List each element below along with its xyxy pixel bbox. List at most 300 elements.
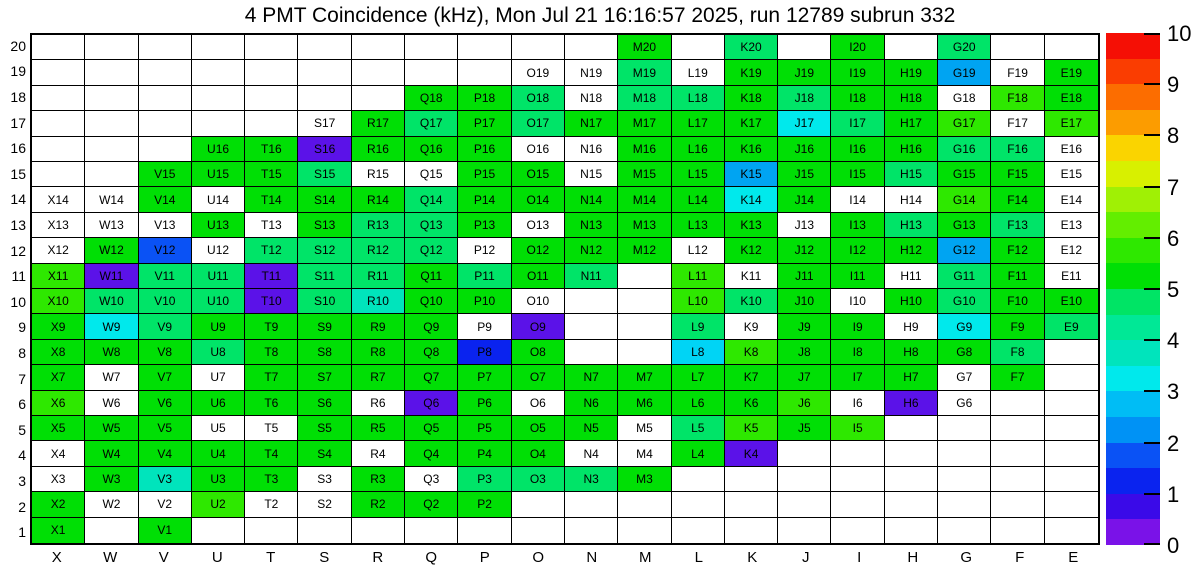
heatmap-cell: L12: [672, 238, 725, 263]
colorbar-band: [1106, 340, 1160, 366]
heatmap-cell: [512, 35, 565, 60]
heatmap-cell: S12: [298, 238, 351, 263]
heatmap-cell: K6: [725, 391, 778, 416]
heatmap-cell: P12: [458, 238, 511, 263]
heatmap-cell: W12: [85, 238, 138, 263]
row-label: 1: [18, 524, 26, 541]
heatmap-cell: [245, 111, 298, 136]
heatmap-cell: L13: [672, 213, 725, 238]
heatmap-cell: H18: [885, 86, 938, 111]
heatmap-cell: F16: [991, 137, 1044, 162]
heatmap-cell: L18: [672, 86, 725, 111]
heatmap-cell: G14: [938, 187, 991, 212]
heatmap-cell: [139, 35, 192, 60]
row-label: 7: [18, 370, 26, 387]
heatmap-cell: [245, 86, 298, 111]
column-label: G: [960, 549, 973, 566]
heatmap-cell: [405, 60, 458, 85]
heatmap-cell: [245, 35, 298, 60]
heatmap-cell: N5: [565, 416, 618, 441]
heatmap-cell: J10: [778, 289, 831, 314]
heatmap-cell: X1: [32, 518, 85, 543]
heatmap-cell: [618, 492, 671, 517]
heatmap-cell: [618, 264, 671, 289]
heatmap-cell: [885, 492, 938, 517]
heatmap-cell: T7: [245, 365, 298, 390]
heatmap-cell: [565, 518, 618, 543]
heatmap-cell: M15: [618, 162, 671, 187]
heatmap-cell: W11: [85, 264, 138, 289]
heatmap-cell: X2: [32, 492, 85, 517]
column-label: X: [51, 549, 62, 566]
colorbar-band: [1106, 84, 1160, 110]
heatmap-cell: T13: [245, 213, 298, 238]
heatmap-cell: T11: [245, 264, 298, 289]
heatmap-grid: [30, 33, 1100, 545]
heatmap-cell: E11: [1045, 264, 1098, 289]
heatmap-cell: N6: [565, 391, 618, 416]
heatmap-cell: M20: [618, 35, 671, 60]
heatmap-cell: S15: [298, 162, 351, 187]
heatmap-cell: I18: [831, 86, 884, 111]
heatmap-cell: G8: [938, 340, 991, 365]
heatmap-cell: X9: [32, 314, 85, 339]
heatmap-cell: Q2: [405, 492, 458, 517]
heatmap-cell: J12: [778, 238, 831, 263]
heatmap-cell: T8: [245, 340, 298, 365]
heatmap-cell: S7: [298, 365, 351, 390]
heatmap-cell: I10: [831, 289, 884, 314]
heatmap-cell: F9: [991, 314, 1044, 339]
heatmap-cell: O19: [512, 60, 565, 85]
column-label: J: [802, 549, 810, 566]
heatmap-cell: H6: [885, 391, 938, 416]
heatmap-cell: J9: [778, 314, 831, 339]
heatmap-cell: G17: [938, 111, 991, 136]
heatmap-cell: E15: [1045, 162, 1098, 187]
heatmap-cell: R10: [352, 289, 405, 314]
heatmap-cell: U3: [192, 467, 245, 492]
heatmap-cell: R14: [352, 187, 405, 212]
heatmap-cell: L15: [672, 162, 725, 187]
heatmap-cell: Q5: [405, 416, 458, 441]
row-label: 20: [10, 37, 26, 54]
heatmap-cell: [1045, 35, 1098, 60]
heatmap-cell: R4: [352, 441, 405, 466]
heatmap-cell: S4: [298, 441, 351, 466]
heatmap-cell: K17: [725, 111, 778, 136]
heatmap-cell: I6: [831, 391, 884, 416]
heatmap-cell: [672, 467, 725, 492]
heatmap-cell: R8: [352, 340, 405, 365]
heatmap-cell: S6: [298, 391, 351, 416]
heatmap-cell: P13: [458, 213, 511, 238]
heatmap-cell: [32, 35, 85, 60]
heatmap-cell: U14: [192, 187, 245, 212]
heatmap-cell: P4: [458, 441, 511, 466]
heatmap-cell: J5: [778, 416, 831, 441]
row-label: 15: [10, 165, 26, 182]
colorbar-tick-label: 1: [1167, 481, 1180, 507]
heatmap-cell: W2: [85, 492, 138, 517]
heatmap-cell: X8: [32, 340, 85, 365]
heatmap-cell: [1045, 492, 1098, 517]
heatmap-cell: P9: [458, 314, 511, 339]
heatmap-cell: J17: [778, 111, 831, 136]
heatmap-cell: J16: [778, 137, 831, 162]
heatmap-cell: O4: [512, 441, 565, 466]
heatmap-cell: [565, 35, 618, 60]
column-label: T: [266, 549, 276, 566]
heatmap-cell: U11: [192, 264, 245, 289]
heatmap-cell: [32, 60, 85, 85]
heatmap-cell: Q11: [405, 264, 458, 289]
heatmap-cell: [991, 441, 1044, 466]
heatmap-cell: [885, 441, 938, 466]
heatmap-cell: T4: [245, 441, 298, 466]
heatmap-cell: T9: [245, 314, 298, 339]
heatmap-cell: W5: [85, 416, 138, 441]
heatmap-cell: Q8: [405, 340, 458, 365]
heatmap-cell: [458, 35, 511, 60]
heatmap-cell: L14: [672, 187, 725, 212]
heatmap-cell: R3: [352, 467, 405, 492]
heatmap-cell: S14: [298, 187, 351, 212]
heatmap-cell: K4: [725, 441, 778, 466]
heatmap-cell: E9: [1045, 314, 1098, 339]
heatmap-cell: O17: [512, 111, 565, 136]
heatmap-cell: T14: [245, 187, 298, 212]
heatmap-cell: T3: [245, 467, 298, 492]
heatmap-cell: [938, 518, 991, 543]
heatmap-cell: M7: [618, 365, 671, 390]
column-label: L: [694, 549, 703, 566]
heatmap-cell: [778, 441, 831, 466]
row-label: 13: [10, 217, 26, 233]
heatmap-cell: Q18: [405, 86, 458, 111]
heatmap-cell: N3: [565, 467, 618, 492]
heatmap-cell: N17: [565, 111, 618, 136]
heatmap-cell: O16: [512, 137, 565, 162]
heatmap-cell: T5: [245, 416, 298, 441]
heatmap-cell: L4: [672, 441, 725, 466]
heatmap-cell: U10: [192, 289, 245, 314]
heatmap-cell: [565, 340, 618, 365]
heatmap-cell: [885, 518, 938, 543]
heatmap-cell: P17: [458, 111, 511, 136]
heatmap-cell: G15: [938, 162, 991, 187]
heatmap-cell: F10: [991, 289, 1044, 314]
column-label: R: [372, 549, 384, 566]
heatmap-cell: P7: [458, 365, 511, 390]
colorbar-tick: [1144, 493, 1160, 495]
heatmap-cell: [725, 518, 778, 543]
heatmap-cell: F11: [991, 264, 1044, 289]
heatmap-cell: N11: [565, 264, 618, 289]
colorbar-tick: [1144, 33, 1160, 35]
colorbar-band: [1106, 468, 1160, 494]
colorbar-band: [1106, 519, 1160, 545]
heatmap-cell: [618, 518, 671, 543]
heatmap-cell: O5: [512, 416, 565, 441]
heatmap-cell: M18: [618, 86, 671, 111]
heatmap-cell: Q3: [405, 467, 458, 492]
heatmap-cell: V15: [139, 162, 192, 187]
heatmap-cell: V7: [139, 365, 192, 390]
column-label: K: [747, 549, 758, 566]
heatmap-cell: M5: [618, 416, 671, 441]
heatmap-cell: U6: [192, 391, 245, 416]
heatmap-cell: V11: [139, 264, 192, 289]
heatmap-cell: [85, 111, 138, 136]
heatmap-cell: [85, 35, 138, 60]
heatmap-cell: H14: [885, 187, 938, 212]
column-label: S: [319, 549, 330, 566]
heatmap-cell: [778, 467, 831, 492]
heatmap-cell: [192, 86, 245, 111]
column-label: H: [907, 549, 919, 566]
heatmap-cell: [512, 518, 565, 543]
heatmap-cell: [352, 35, 405, 60]
heatmap-cell: T10: [245, 289, 298, 314]
row-label: 8: [18, 345, 26, 361]
heatmap-cell: [991, 416, 1044, 441]
heatmap-cell: L11: [672, 264, 725, 289]
column-label: I: [857, 549, 862, 566]
colorbar-band: [1106, 187, 1160, 213]
heatmap-cell: R16: [352, 137, 405, 162]
colorbar-tick: [1144, 83, 1160, 85]
heatmap-cell: S10: [298, 289, 351, 314]
heatmap-cell: [725, 467, 778, 492]
heatmap-cell: L10: [672, 289, 725, 314]
heatmap-cell: [831, 492, 884, 517]
heatmap-cell: F8: [991, 340, 1044, 365]
heatmap-cell: [885, 467, 938, 492]
row-label: 19: [10, 63, 26, 80]
heatmap-cell: N18: [565, 86, 618, 111]
heatmap-cell: S16: [298, 137, 351, 162]
heatmap-cell: U8: [192, 340, 245, 365]
heatmap-cell: M6: [618, 391, 671, 416]
heatmap-cell: L8: [672, 340, 725, 365]
heatmap-cell: T6: [245, 391, 298, 416]
heatmap-cell: U7: [192, 365, 245, 390]
heatmap-cell: [938, 441, 991, 466]
heatmap-cell: [192, 60, 245, 85]
colorbar-tick-label: 9: [1167, 72, 1180, 98]
heatmap-cell: [298, 35, 351, 60]
heatmap-cell: P15: [458, 162, 511, 187]
heatmap-cell: K15: [725, 162, 778, 187]
column-label: Q: [425, 549, 438, 566]
heatmap-cell: E18: [1045, 86, 1098, 111]
heatmap-cell: H17: [885, 111, 938, 136]
heatmap-cell: [512, 492, 565, 517]
heatmap-cell: [32, 111, 85, 136]
heatmap-cell: [831, 467, 884, 492]
heatmap-cell: I14: [831, 187, 884, 212]
heatmap-cell: O11: [512, 264, 565, 289]
heatmap-cell: [192, 111, 245, 136]
colorbar-band: [1106, 59, 1160, 85]
heatmap-cell: [1045, 467, 1098, 492]
heatmap-cell: [192, 35, 245, 60]
heatmap-cell: P16: [458, 137, 511, 162]
heatmap-cell: [1045, 518, 1098, 543]
heatmap-cell: Q7: [405, 365, 458, 390]
heatmap-cell: X11: [32, 264, 85, 289]
heatmap-cell: K12: [725, 238, 778, 263]
heatmap-cell: N14: [565, 187, 618, 212]
heatmap-cell: N12: [565, 238, 618, 263]
heatmap-cell: P10: [458, 289, 511, 314]
heatmap-cell: R13: [352, 213, 405, 238]
heatmap-cell: V3: [139, 467, 192, 492]
heatmap-cell: I9: [831, 314, 884, 339]
heatmap-cell: [298, 86, 351, 111]
heatmap-cell: V2: [139, 492, 192, 517]
colorbar-tick-label: 7: [1167, 174, 1180, 200]
heatmap-cell: K8: [725, 340, 778, 365]
heatmap-cell: S5: [298, 416, 351, 441]
heatmap-cell: K14: [725, 187, 778, 212]
heatmap-cell: [352, 60, 405, 85]
colorbar-tick-label: 2: [1167, 430, 1180, 456]
heatmap-cell: V1: [139, 518, 192, 543]
heatmap-cell: N16: [565, 137, 618, 162]
colorbar-band: [1106, 391, 1160, 417]
heatmap-cell: N15: [565, 162, 618, 187]
heatmap-cell: V9: [139, 314, 192, 339]
colorbar-tick-label: 3: [1167, 379, 1180, 405]
heatmap-cell: I17: [831, 111, 884, 136]
heatmap-cell: M12: [618, 238, 671, 263]
heatmap-cell: O7: [512, 365, 565, 390]
colorbar-tick-label: 4: [1167, 328, 1180, 354]
heatmap-cell: H7: [885, 365, 938, 390]
heatmap-cell: [885, 35, 938, 60]
heatmap-cell: N4: [565, 441, 618, 466]
heatmap-cell: J6: [778, 391, 831, 416]
heatmap-cell: H12: [885, 238, 938, 263]
heatmap-cell: [458, 60, 511, 85]
heatmap-cell: U13: [192, 213, 245, 238]
heatmap-cell: P18: [458, 86, 511, 111]
row-label: 2: [18, 498, 26, 515]
heatmap-cell: W8: [85, 340, 138, 365]
colorbar-band: [1106, 212, 1160, 238]
heatmap-cell: S17: [298, 111, 351, 136]
heatmap-cell: [1045, 365, 1098, 390]
heatmap-cell: [32, 162, 85, 187]
heatmap-cell: W9: [85, 314, 138, 339]
heatmap-cell: P14: [458, 187, 511, 212]
heatmap-cell: [565, 492, 618, 517]
heatmap-cell: I19: [831, 60, 884, 85]
heatmap-cell: I15: [831, 162, 884, 187]
heatmap-cell: Q13: [405, 213, 458, 238]
heatmap-cell: L19: [672, 60, 725, 85]
heatmap-cell: [1045, 416, 1098, 441]
heatmap-cell: M3: [618, 467, 671, 492]
heatmap-cell: J18: [778, 86, 831, 111]
heatmap-cell: [352, 86, 405, 111]
heatmap-cell: [139, 86, 192, 111]
heatmap-cell: [672, 35, 725, 60]
column-label: P: [479, 549, 490, 566]
colorbar-tick: [1144, 543, 1160, 545]
row-label: 10: [10, 293, 26, 310]
heatmap-cell: [565, 314, 618, 339]
heatmap-cell: O10: [512, 289, 565, 314]
heatmap-cell: [32, 137, 85, 162]
heatmap-cell: W13: [85, 213, 138, 238]
heatmap-cell: [778, 492, 831, 517]
heatmap-cell: [938, 492, 991, 517]
heatmap-cell: I16: [831, 137, 884, 162]
heatmap-cell: V10: [139, 289, 192, 314]
heatmap-cell: [991, 518, 1044, 543]
heatmap-cell: [245, 518, 298, 543]
heatmap-cell: Q9: [405, 314, 458, 339]
heatmap-cell: M17: [618, 111, 671, 136]
heatmap-cell: L16: [672, 137, 725, 162]
heatmap-cell: Q16: [405, 137, 458, 162]
heatmap-cell: [139, 111, 192, 136]
heatmap-cell: O14: [512, 187, 565, 212]
heatmap-cell: G10: [938, 289, 991, 314]
heatmap-cell: K20: [725, 35, 778, 60]
heatmap-cell: U9: [192, 314, 245, 339]
row-label: 4: [18, 447, 26, 464]
heatmap-cell: V14: [139, 187, 192, 212]
heatmap-cell: [672, 492, 725, 517]
heatmap-cell: N13: [565, 213, 618, 238]
heatmap-cell: [85, 518, 138, 543]
heatmap-cell: [725, 492, 778, 517]
heatmap-cell: X10: [32, 289, 85, 314]
heatmap-cell: H19: [885, 60, 938, 85]
heatmap-cell: M4: [618, 441, 671, 466]
heatmap-cell: L5: [672, 416, 725, 441]
heatmap-cell: S3: [298, 467, 351, 492]
colorbar-band: [1106, 494, 1160, 520]
heatmap-cell: L7: [672, 365, 725, 390]
column-label: N: [586, 549, 598, 566]
heatmap-cell: H8: [885, 340, 938, 365]
heatmap-cell: [245, 60, 298, 85]
colorbar-band: [1106, 417, 1160, 443]
heatmap-cell: J13: [778, 213, 831, 238]
heatmap-cell: O12: [512, 238, 565, 263]
heatmap-cell: [405, 518, 458, 543]
heatmap-cell: X7: [32, 365, 85, 390]
heatmap-cell: Q6: [405, 391, 458, 416]
heatmap-cell: T16: [245, 137, 298, 162]
heatmap-cell: K7: [725, 365, 778, 390]
heatmap-cell: X14: [32, 187, 85, 212]
row-label: 12: [10, 242, 26, 259]
heatmap-cell: [991, 391, 1044, 416]
heatmap-cell: H13: [885, 213, 938, 238]
heatmap-cell: L9: [672, 314, 725, 339]
heatmap-cell: V8: [139, 340, 192, 365]
heatmap-cell: E14: [1045, 187, 1098, 212]
heatmap-cell: V13: [139, 213, 192, 238]
heatmap-cell: I12: [831, 238, 884, 263]
heatmap-cell: H15: [885, 162, 938, 187]
